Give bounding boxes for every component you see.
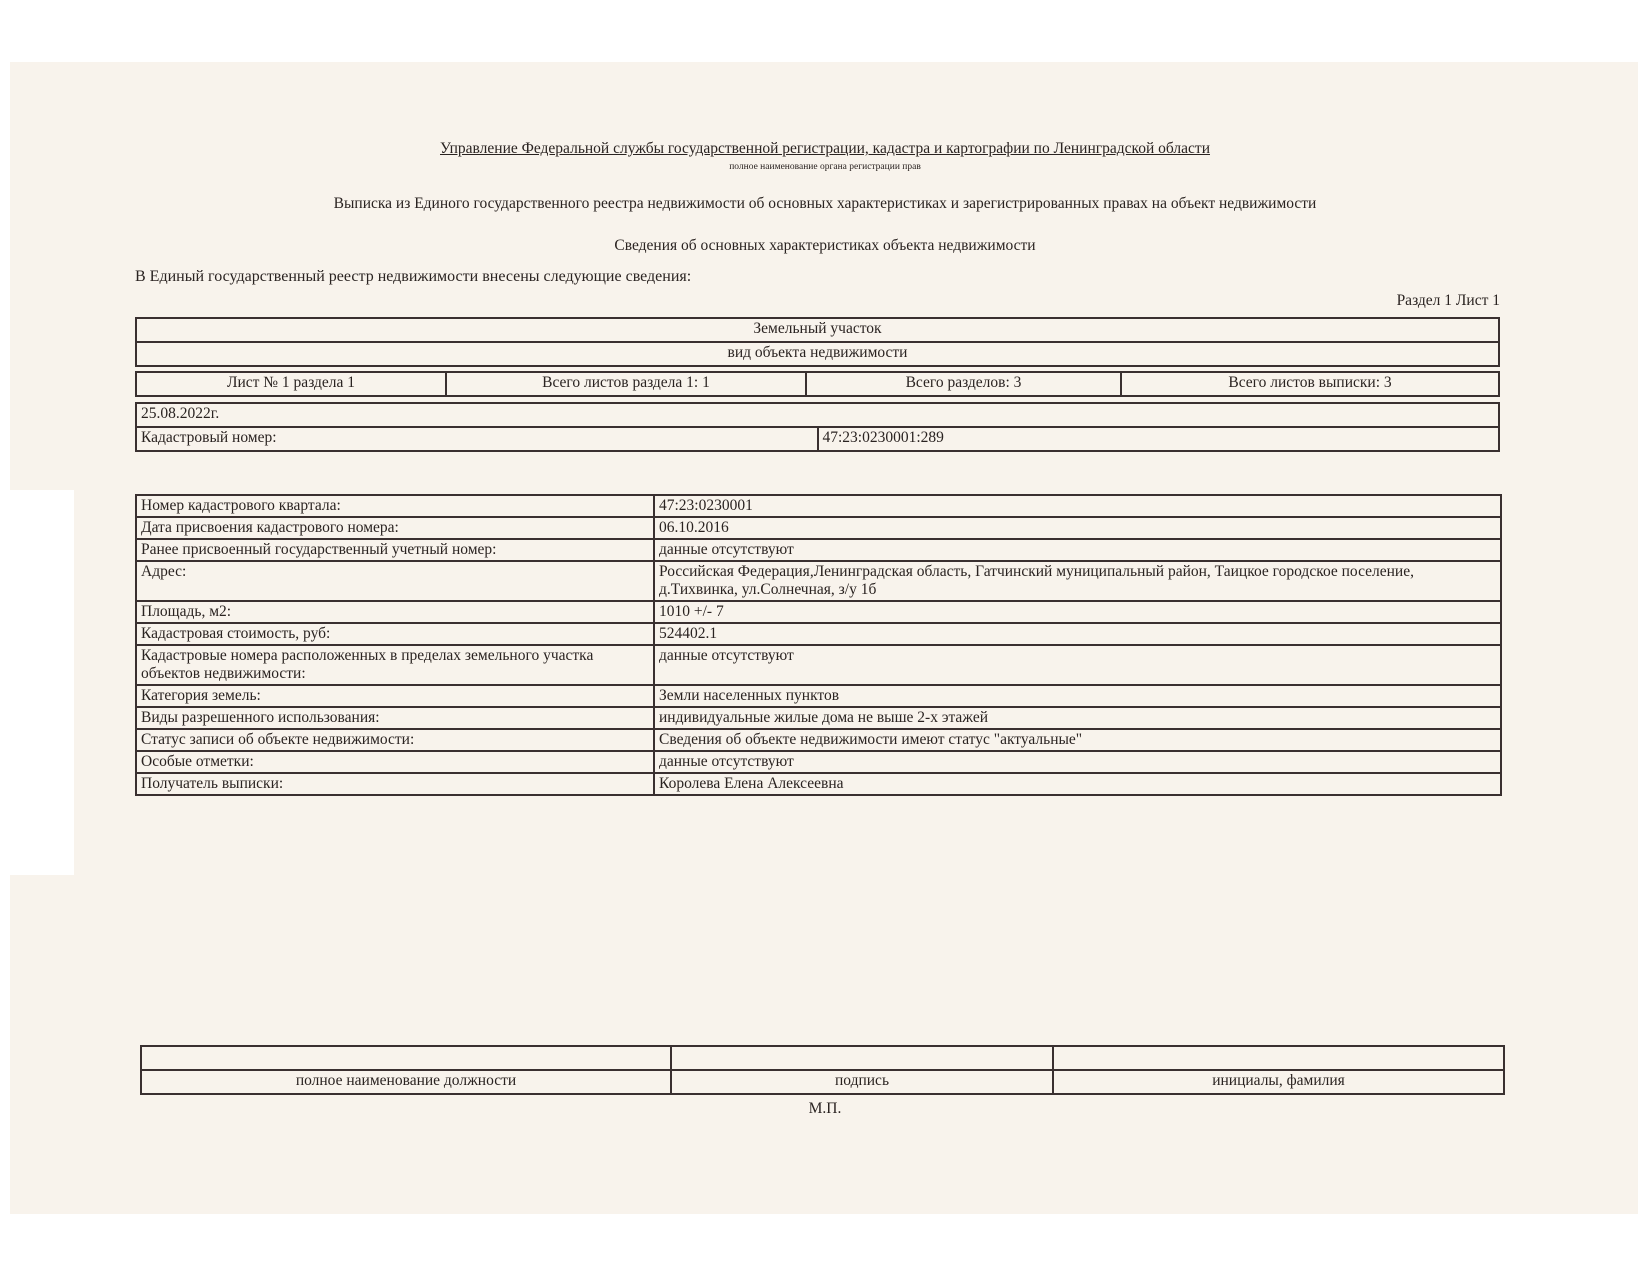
name-field <box>1053 1046 1504 1070</box>
property-details-table <box>135 494 1502 796</box>
detail-value: индивидуальные жилые дома не выше 2-х этажей <box>654 707 1501 729</box>
detail-label: Получатель выписки: <box>136 773 654 795</box>
detail-value: данные отсутствуют <box>654 645 1501 685</box>
cadastral-number-value: 47:23:0230001:289 <box>818 427 1500 451</box>
intro-text: В Единый государственный реестр недвижимости внесены следующие сведения: <box>135 268 692 285</box>
detail-value: Сведения об объекте недвижимости имеют статус "актуальные" <box>654 729 1501 751</box>
object-type-caption: вид объекта недвижимости <box>136 342 1499 366</box>
cadastral-number-label: Кадастровый номер: <box>136 427 818 451</box>
detail-value: 47:23:0230001 <box>654 495 1501 517</box>
detail-row <box>136 623 1501 645</box>
position-field <box>141 1046 671 1070</box>
detail-label: Дата присвоения кадастрового номера: <box>136 517 654 539</box>
detail-row <box>136 561 1501 601</box>
record-table <box>135 402 1500 452</box>
detail-row <box>136 707 1501 729</box>
sheet-number: Лист № 1 раздела 1 <box>136 372 446 396</box>
detail-row <box>136 601 1501 623</box>
scan-blank-patch <box>10 490 74 875</box>
extract-date: 25.08.2022г. <box>136 403 1499 427</box>
detail-label: Кадастровая стоимость, руб: <box>136 623 654 645</box>
sheet-count-table <box>135 371 1500 397</box>
section-title: Сведения об основных характеристиках объекта недвижимости <box>614 237 1036 254</box>
detail-label: Особые отметки: <box>136 751 654 773</box>
detail-label: Категория земель: <box>136 685 654 707</box>
detail-value: 524402.1 <box>654 623 1501 645</box>
stamp-place: М.П. <box>808 1100 842 1117</box>
name-caption: инициалы, фамилия <box>1053 1070 1504 1094</box>
detail-value: Королева Елена Алексеевна <box>654 773 1501 795</box>
detail-label: Кадастровые номера расположенных в пределах земельного участка объектов недвижимости: <box>136 645 654 685</box>
detail-label: Номер кадастрового квартала: <box>136 495 654 517</box>
signature-table <box>140 1045 1505 1095</box>
detail-value: 06.10.2016 <box>654 517 1501 539</box>
total-sections: Всего разделов: 3 <box>806 372 1121 396</box>
detail-value: данные отсутствуют <box>654 751 1501 773</box>
detail-row <box>136 495 1501 517</box>
detail-row <box>136 751 1501 773</box>
section-sheet-label: Раздел 1 Лист 1 <box>1396 292 1500 309</box>
detail-value: данные отсутствуют <box>654 539 1501 561</box>
detail-row <box>136 539 1501 561</box>
detail-row <box>136 645 1501 685</box>
detail-row <box>136 685 1501 707</box>
detail-label: Ранее присвоенный государственный учетный номер: <box>136 539 654 561</box>
detail-row <box>136 773 1501 795</box>
total-extract-sheets: Всего листов выписки: 3 <box>1121 372 1499 396</box>
detail-row <box>136 729 1501 751</box>
object-type: Земельный участок <box>136 318 1499 342</box>
detail-label: Адрес: <box>136 561 654 601</box>
position-caption: полное наименование должности <box>141 1070 671 1094</box>
registration-authority: Управление Федеральной службы государственной регистрации, кадастра и картографии по Ленинградской области <box>440 140 1210 157</box>
detail-label: Статус записи об объекте недвижимости: <box>136 729 654 751</box>
detail-row <box>136 517 1501 539</box>
detail-value: 1010 +/- 7 <box>654 601 1501 623</box>
object-type-table <box>135 317 1500 367</box>
signature-field <box>671 1046 1053 1070</box>
total-section-sheets: Всего листов раздела 1: 1 <box>446 372 806 396</box>
detail-value: Российская Федерация,Ленинградская область, Гатчинский муниципальный район, Таицкое городское поселение, д.Тихвинка, ул.Солнечная, з/у 1б <box>654 561 1501 601</box>
detail-value: Земли населенных пунктов <box>654 685 1501 707</box>
registration-authority-caption: полное наименование органа регистрации прав <box>729 162 921 172</box>
document-title: Выписка из Единого государственного реестра недвижимости об основных характеристиках и зарегистрированных правах на объект недвижимости <box>333 195 1317 212</box>
detail-label: Площадь, м2: <box>136 601 654 623</box>
detail-label: Виды разрешенного использования: <box>136 707 654 729</box>
signature-caption: подпись <box>671 1070 1053 1094</box>
